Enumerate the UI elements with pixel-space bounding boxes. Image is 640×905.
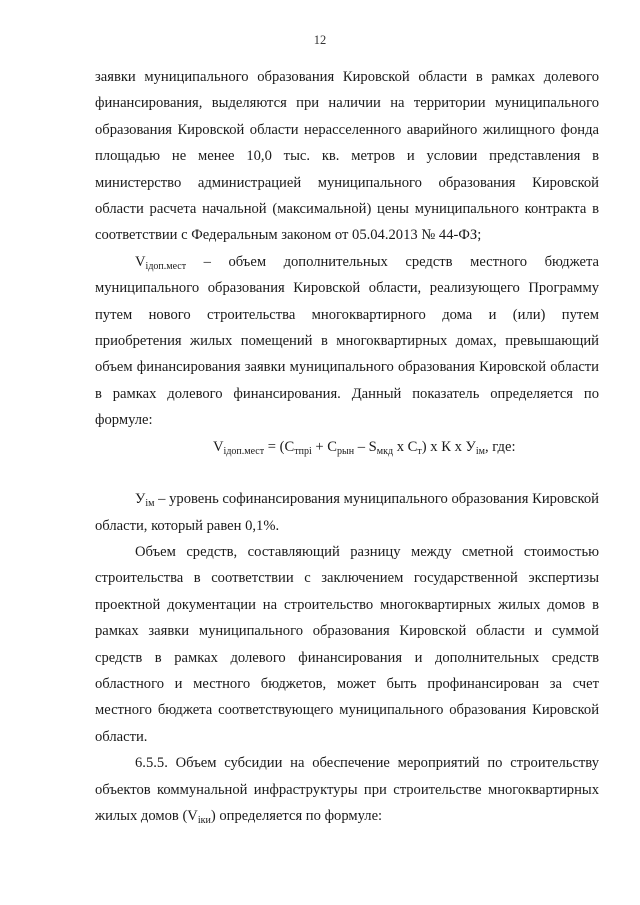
document-body xyxy=(95,64,599,829)
text-run: , где: xyxy=(485,438,516,455)
text-run: + С xyxy=(311,438,337,455)
text-run: V xyxy=(135,253,146,270)
paragraph-application-conditions xyxy=(95,64,599,249)
subscript-text: тпрi xyxy=(294,445,312,457)
paragraph-additional-local-funds xyxy=(95,249,599,434)
text-run: ) определяется по формуле: xyxy=(210,807,383,824)
text-run: = (С xyxy=(264,438,295,455)
text-run: заявки муниципального образования Кировской области в рамках долевого финансирования, выделяются при наличии на территории муниципального образования Кировской области нерасселенного аварийного жилищного фонда площадью не менее 10,0 тыс. кв. метров и условии представления в министерство администрацией муниципального образования Кировской области расчета начальной (максимальной) цены муниципального контракта в соответствии с Федеральным законом от 05.04.2013 № 44-ФЗ; xyxy=(95,69,599,244)
subscript-text: iдоп.мест xyxy=(223,445,265,457)
subscript-text: рын xyxy=(336,445,355,457)
text-run: 6.5.5. Объем субсидии на обеспечение мероприятий по строительству объектов коммунальной инфраструктуры при строительстве многоквартирных жилых домов (V xyxy=(95,755,599,824)
subscript-text: iм xyxy=(475,445,485,457)
page-number: 12 xyxy=(313,33,327,47)
subscript-text: iки xyxy=(197,814,211,826)
text-run: х С xyxy=(393,438,418,455)
formula-additional-local-funds xyxy=(95,434,599,460)
text-run: – уровень софинансирования муниципального образования Кировской области, который равен 0,1%. xyxy=(95,491,599,534)
text-run: V xyxy=(213,438,224,455)
text-run: У xyxy=(135,491,146,508)
text-run: – S xyxy=(354,438,377,455)
subscript-text: iм xyxy=(145,498,155,510)
text-run: – объем дополнительных средств местного бюджета муниципального образования Кировской области, реализующего Программу путем нового строительства многоквартирного дома и (или) путем приобретения жилых помещений в многоквартирных домах, превышающий объем финансирования заявки муниципального образования Кировской области в рамках долевого финансирования. Данный показатель определяется по формуле: xyxy=(95,253,599,429)
paragraph-cofinancing-level xyxy=(95,486,599,539)
subscript-text: мкд xyxy=(376,445,394,457)
paragraph-subsidy-utilities xyxy=(95,750,599,829)
paragraph-cost-difference xyxy=(95,539,599,750)
text-run: ) х К х У xyxy=(421,438,476,455)
text-run: Объем средств, составляющий разницу между сметной стоимостью строительства в соответствии с заключением государственной экспертизы проектной документации на строительство многоквартирных жилых домов в рамках заявки муниципального образования Кировской области и суммой средств в рамках долевого финансирования и дополнительных средств областного и местного бюджетов, может быть профинансирован за счет местного бюджета соответствующего муниципального образования Кировской области. xyxy=(95,543,599,745)
subscript-text: т xyxy=(417,445,422,457)
subscript-text: iдоп.мест xyxy=(145,260,187,272)
